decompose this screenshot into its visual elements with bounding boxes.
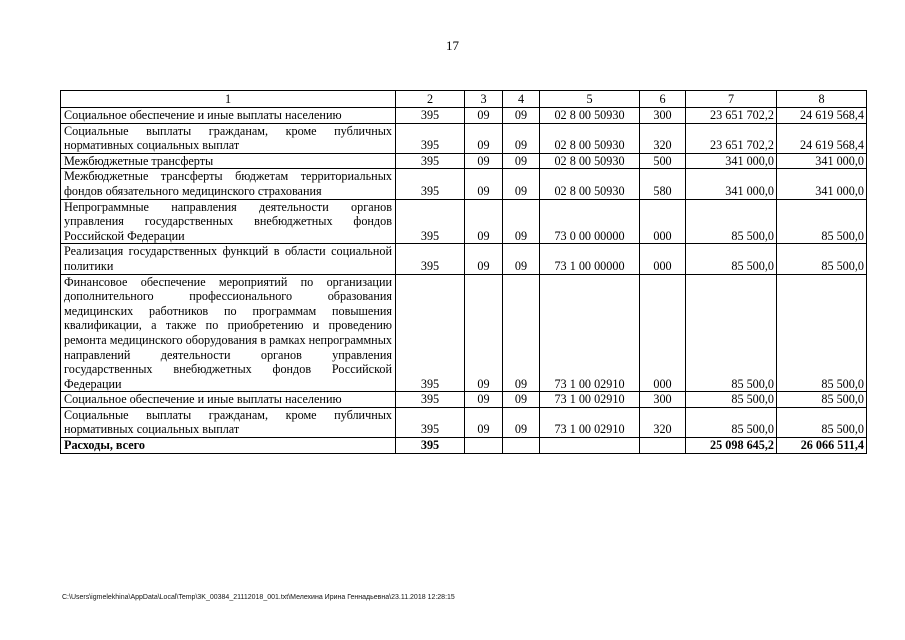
ministry-code-cell: 395 [396,244,465,274]
column-header: 4 [503,91,540,108]
table-row [61,199,867,244]
ministry-code-cell: 395 [396,199,465,244]
subsection-code-cell: 09 [503,407,540,437]
expense-type-cell: 580 [640,169,686,199]
target-item-cell: 02 8 00 50930 [540,123,640,153]
amount-year2-cell: 341 000,0 [777,169,867,199]
table-row [61,407,867,437]
ministry-code-cell: 395 [396,274,465,392]
subsection-code-cell: 09 [503,169,540,199]
subsection-code-cell: 09 [503,153,540,169]
expense-type-cell: 000 [640,244,686,274]
section-code-cell: 09 [465,407,503,437]
column-header: 3 [465,91,503,108]
section-code-cell [465,438,503,454]
section-code-cell: 09 [465,274,503,392]
amount-year2-cell: 24 619 568,4 [777,108,867,124]
column-header: 7 [686,91,777,108]
row-name-cell: Непрограммные направления деятельности органов управления государственных внебюджетных фондов Российской Федерации [61,199,396,244]
amount-year1-cell: 85 500,0 [686,392,777,408]
amount-year2-cell: 26 066 511,4 [777,438,867,454]
amount-year2-cell: 85 500,0 [777,199,867,244]
row-name-cell: Межбюджетные трансферты бюджетам территориальных фондов обязательного медицинского страхования [61,169,396,199]
section-code-cell: 09 [465,108,503,124]
amount-year1-cell: 25 098 645,2 [686,438,777,454]
amount-year1-cell: 85 500,0 [686,274,777,392]
target-item-cell: 73 1 00 02910 [540,274,640,392]
table-row [61,244,867,274]
expense-type-cell: 320 [640,123,686,153]
ministry-code-cell: 395 [396,153,465,169]
subsection-code-cell: 09 [503,392,540,408]
column-header: 1 [61,91,396,108]
section-code-cell: 09 [465,153,503,169]
ministry-code-cell: 395 [396,407,465,437]
expense-type-cell [640,438,686,454]
target-item-cell: 73 0 00 00000 [540,199,640,244]
table-row [61,274,867,392]
amount-year2-cell: 85 500,0 [777,407,867,437]
row-name-cell: Социальное обеспечение и иные выплаты населению [61,392,396,408]
footer-file-path: C:\Users\igmelekhina\AppData\Local\Temp\3K_00384_21112018_001.txt\Мелехина Ирина Геннадьевна\23.11.2018 12:28:15 [62,594,455,601]
amount-year1-cell: 341 000,0 [686,169,777,199]
target-item-cell: 73 1 00 02910 [540,407,640,437]
row-name-cell: Расходы, всего [61,438,396,454]
expense-type-cell: 500 [640,153,686,169]
ministry-code-cell: 395 [396,392,465,408]
ministry-code-cell: 395 [396,123,465,153]
expense-type-cell: 000 [640,274,686,392]
amount-year1-cell: 85 500,0 [686,244,777,274]
column-header: 2 [396,91,465,108]
section-code-cell: 09 [465,199,503,244]
section-code-cell: 09 [465,123,503,153]
target-item-cell: 02 8 00 50930 [540,153,640,169]
column-header: 5 [540,91,640,108]
section-code-cell: 09 [465,169,503,199]
subsection-code-cell [503,438,540,454]
subsection-code-cell: 09 [503,123,540,153]
table-row [61,153,867,169]
row-name-cell: Социальные выплаты гражданам, кроме публичных нормативных социальных выплат [61,407,396,437]
ministry-code-cell: 395 [396,108,465,124]
amount-year1-cell: 85 500,0 [686,199,777,244]
row-name-cell: Финансовое обеспечение мероприятий по организации дополнительного профессионального образования медицинских работников по программам повышения квалификации, а также по приобретению и проведению ремонта медицинского оборудования в рамках непрограммных направлений деятельности органов управления государственных внебюджетных фондов Российской Федерации [61,274,396,392]
subsection-code-cell: 09 [503,244,540,274]
amount-year1-cell: 23 651 702,2 [686,123,777,153]
target-item-cell: 02 8 00 50930 [540,108,640,124]
amount-year2-cell: 85 500,0 [777,274,867,392]
ministry-code-cell: 395 [396,438,465,454]
expense-type-cell: 320 [640,407,686,437]
ministry-code-cell: 395 [396,169,465,199]
expense-type-cell: 300 [640,392,686,408]
subsection-code-cell: 09 [503,108,540,124]
amount-year1-cell: 341 000,0 [686,153,777,169]
amount-year2-cell: 341 000,0 [777,153,867,169]
section-code-cell: 09 [465,244,503,274]
subsection-code-cell: 09 [503,199,540,244]
column-header: 8 [777,91,867,108]
amount-year1-cell: 23 651 702,2 [686,108,777,124]
amount-year2-cell: 85 500,0 [777,244,867,274]
subsection-code-cell: 09 [503,274,540,392]
page-number: 17 [446,38,459,53]
budget-table [60,90,867,454]
expense-type-cell: 300 [640,108,686,124]
column-header: 6 [640,91,686,108]
target-item-cell: 02 8 00 50930 [540,169,640,199]
amount-year2-cell: 24 619 568,4 [777,123,867,153]
target-item-cell: 73 1 00 00000 [540,244,640,274]
section-code-cell: 09 [465,392,503,408]
table-row [61,108,867,124]
table-header-row [61,91,867,108]
amount-year1-cell: 85 500,0 [686,407,777,437]
row-name-cell: Межбюджетные трансферты [61,153,396,169]
row-name-cell: Социальное обеспечение и иные выплаты населению [61,108,396,124]
table-row [61,169,867,199]
total-row [61,438,867,454]
row-name-cell: Реализация государственных функций в области социальной политики [61,244,396,274]
table-row [61,392,867,408]
row-name-cell: Социальные выплаты гражданам, кроме публичных нормативных социальных выплат [61,123,396,153]
target-item-cell: 73 1 00 02910 [540,392,640,408]
target-item-cell [540,438,640,454]
amount-year2-cell: 85 500,0 [777,392,867,408]
table-row [61,123,867,153]
expense-type-cell: 000 [640,199,686,244]
